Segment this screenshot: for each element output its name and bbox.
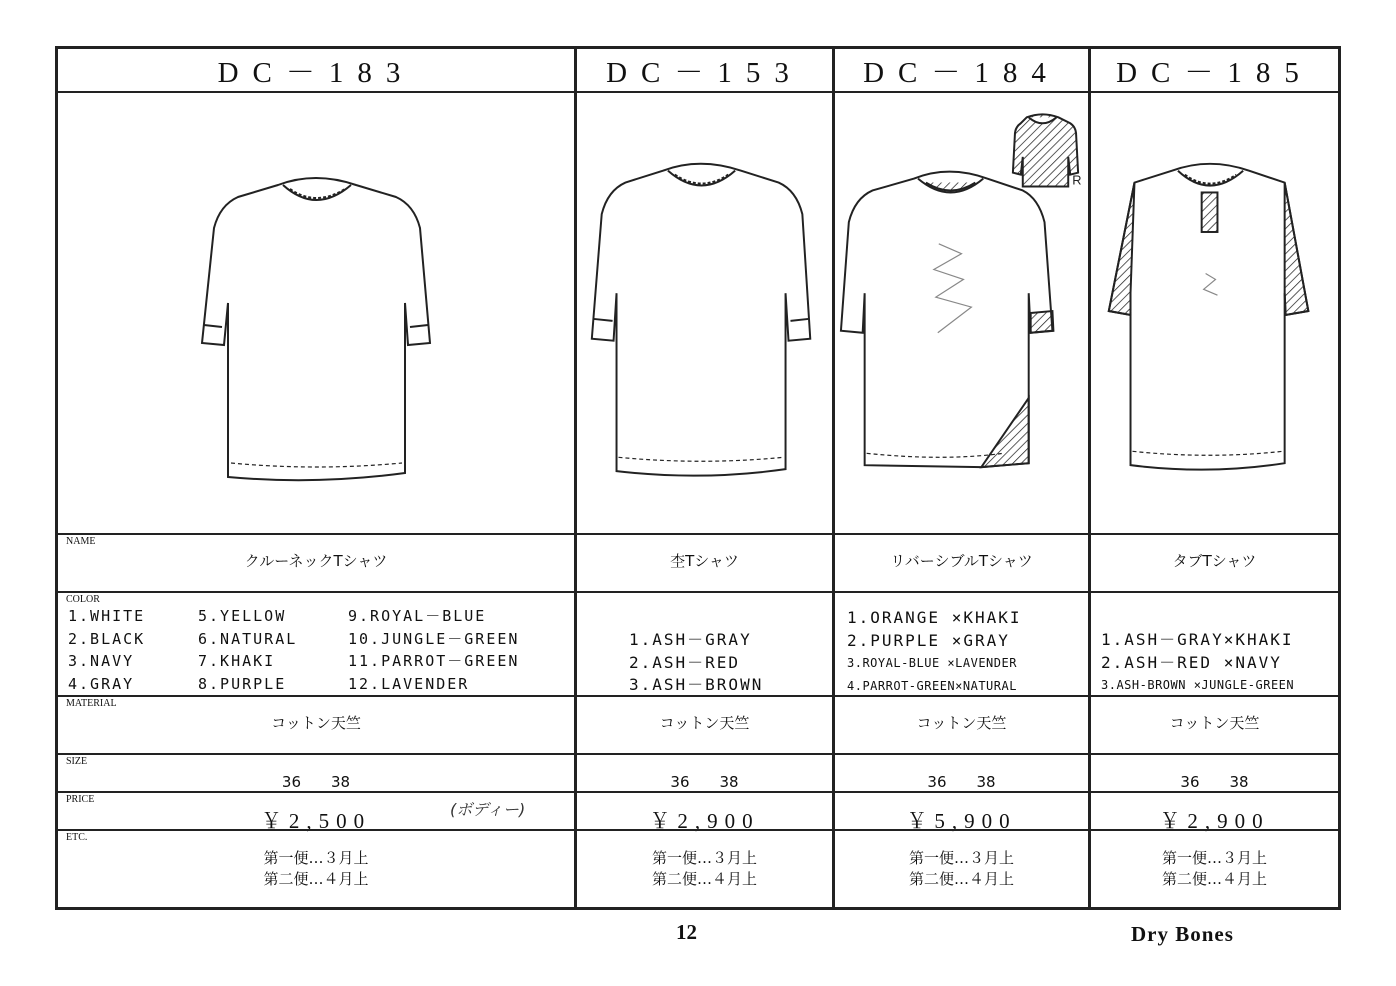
heather-tshirt-drawing bbox=[577, 93, 832, 533]
color-item: 11.PARROT－GREEN bbox=[348, 652, 520, 670]
material-row bbox=[835, 695, 1088, 753]
tshirt-illustration bbox=[577, 93, 832, 533]
material-row bbox=[1091, 695, 1338, 753]
etc-row bbox=[577, 829, 832, 907]
product-name: クルーネックTシャツ bbox=[244, 552, 388, 570]
name-label: NAME bbox=[66, 536, 96, 547]
price-row bbox=[1091, 791, 1338, 833]
product-name: タブTシャツ bbox=[1172, 552, 1257, 570]
material-label: MATERIAL bbox=[66, 698, 117, 709]
color-row bbox=[835, 591, 1088, 695]
color-item: 1.ASH－GRAY×KHAKI bbox=[1101, 630, 1294, 649]
product-column-dc183 bbox=[58, 49, 574, 907]
brand-name: Dry Bones bbox=[1131, 922, 1234, 946]
color-item: 4.PARROT-GREEN×NATURAL bbox=[847, 678, 1017, 693]
color-list bbox=[847, 607, 1084, 697]
color-item: 6.NATURAL bbox=[198, 629, 298, 648]
name-row bbox=[58, 533, 574, 591]
material-value: コットン天竺 bbox=[271, 714, 361, 732]
color-item: 2.ASH－RED bbox=[629, 652, 741, 672]
price-value: ￥2,500 bbox=[260, 809, 372, 833]
material-row bbox=[577, 695, 832, 753]
color-item: 3.ROYAL-BLUE ×LAVENDER bbox=[847, 656, 1017, 670]
name-row bbox=[1091, 533, 1338, 591]
color-item: 9.ROYAL－BLUE bbox=[348, 607, 487, 625]
size-value: 36 38 bbox=[281, 773, 351, 791]
tshirt-illustration bbox=[58, 93, 574, 533]
color-item: 5.YELLOW bbox=[198, 607, 287, 625]
color-list bbox=[1101, 629, 1334, 697]
shipping-first: 第一便…３月上 bbox=[263, 849, 369, 867]
shipping-second: 第二便…４月上 bbox=[651, 870, 757, 888]
material-row bbox=[58, 695, 574, 753]
price-row bbox=[577, 791, 832, 833]
shipping-schedule bbox=[577, 848, 832, 890]
material-value: コットン天竺 bbox=[1169, 714, 1260, 732]
tab-tshirt-drawing bbox=[1091, 93, 1338, 533]
page-number: 12 bbox=[676, 920, 697, 944]
shipping-first: 第一便…３月上 bbox=[651, 849, 757, 867]
shipping-first: 第一便…３月上 bbox=[908, 849, 1014, 867]
shipping-schedule bbox=[58, 848, 574, 890]
price-value: ￥2,900 bbox=[649, 809, 760, 833]
product-code: DC－183 bbox=[58, 49, 574, 93]
size-value: 36 38 bbox=[1180, 773, 1249, 791]
price-handwritten-note: (ボディー) bbox=[450, 800, 526, 819]
tshirt-illustration bbox=[835, 93, 1088, 533]
price-value: ￥5,900 bbox=[906, 809, 1017, 833]
crew-neck-tshirt-drawing bbox=[58, 93, 574, 533]
etc-label: ETC. bbox=[66, 832, 88, 843]
color-item: 1.WHITE bbox=[68, 607, 146, 625]
shipping-second: 第二便…４月上 bbox=[263, 870, 369, 888]
shipping-second: 第二便…４月上 bbox=[908, 870, 1014, 888]
color-item: 10.JUNGLE－GREEN bbox=[348, 629, 520, 648]
price-value: ￥2,900 bbox=[1159, 809, 1270, 833]
color-item: 7.KHAKI bbox=[198, 652, 276, 670]
name-row bbox=[835, 533, 1088, 591]
reversible-tshirt-drawing bbox=[835, 93, 1088, 533]
color-item: 1.ORANGE ×KHAKI bbox=[847, 608, 1022, 627]
shipping-second: 第二便…４月上 bbox=[1161, 870, 1267, 888]
color-list bbox=[68, 605, 570, 695]
shipping-schedule bbox=[835, 848, 1088, 890]
reverse-mark: R bbox=[1072, 172, 1082, 188]
product-name: リバーシブルTシャツ bbox=[890, 552, 1033, 570]
color-label: COLOR bbox=[66, 594, 100, 605]
size-value: 36 38 bbox=[927, 773, 996, 791]
color-item: 8.PURPLE bbox=[198, 674, 287, 693]
product-column-dc184 bbox=[832, 49, 1088, 907]
size-row bbox=[577, 753, 832, 791]
etc-row bbox=[835, 829, 1088, 907]
material-value: コットン天竺 bbox=[659, 714, 750, 732]
material-value: コットン天竺 bbox=[916, 714, 1007, 732]
price-row bbox=[835, 791, 1088, 833]
color-row bbox=[1091, 591, 1338, 695]
size-value: 36 38 bbox=[670, 773, 739, 791]
color-list bbox=[629, 629, 828, 697]
product-code: DC－185 bbox=[1091, 49, 1338, 93]
product-name: 杢Tシャツ bbox=[670, 552, 739, 570]
size-row bbox=[835, 753, 1088, 791]
size-row bbox=[58, 753, 574, 791]
color-item: 1.ASH－GRAY bbox=[629, 630, 752, 649]
product-column-dc185 bbox=[1088, 49, 1338, 907]
color-row bbox=[577, 591, 832, 695]
tshirt-illustration bbox=[1091, 93, 1338, 533]
color-item: 2.PURPLE ×GRAY bbox=[847, 630, 1010, 650]
catalog-sheet bbox=[55, 46, 1341, 910]
size-row bbox=[1091, 753, 1338, 791]
price-label: PRICE bbox=[66, 794, 95, 805]
color-item: 3.ASH-BROWN ×JUNGLE-GREEN bbox=[1101, 678, 1295, 692]
shipping-first: 第一便…３月上 bbox=[1161, 849, 1267, 867]
shipping-schedule bbox=[1091, 848, 1338, 890]
color-item: 4.GRAY bbox=[68, 674, 135, 693]
color-item: 12.LAVENDER bbox=[348, 674, 470, 693]
size-label: SIZE bbox=[66, 756, 88, 767]
name-row bbox=[577, 533, 832, 591]
price-row bbox=[58, 791, 574, 833]
color-row bbox=[58, 591, 574, 695]
color-item: 3.NAVY bbox=[68, 652, 135, 670]
product-code: DC－153 bbox=[577, 49, 832, 93]
etc-row bbox=[1091, 829, 1338, 907]
etc-row bbox=[58, 829, 574, 907]
color-item: 2.BLACK bbox=[68, 629, 146, 648]
product-column-dc153 bbox=[574, 49, 832, 907]
color-item: 3.ASH－BROWN bbox=[629, 675, 764, 694]
product-code: DC－184 bbox=[835, 49, 1088, 93]
color-item: 2.ASH－RED ×NAVY bbox=[1101, 652, 1282, 672]
